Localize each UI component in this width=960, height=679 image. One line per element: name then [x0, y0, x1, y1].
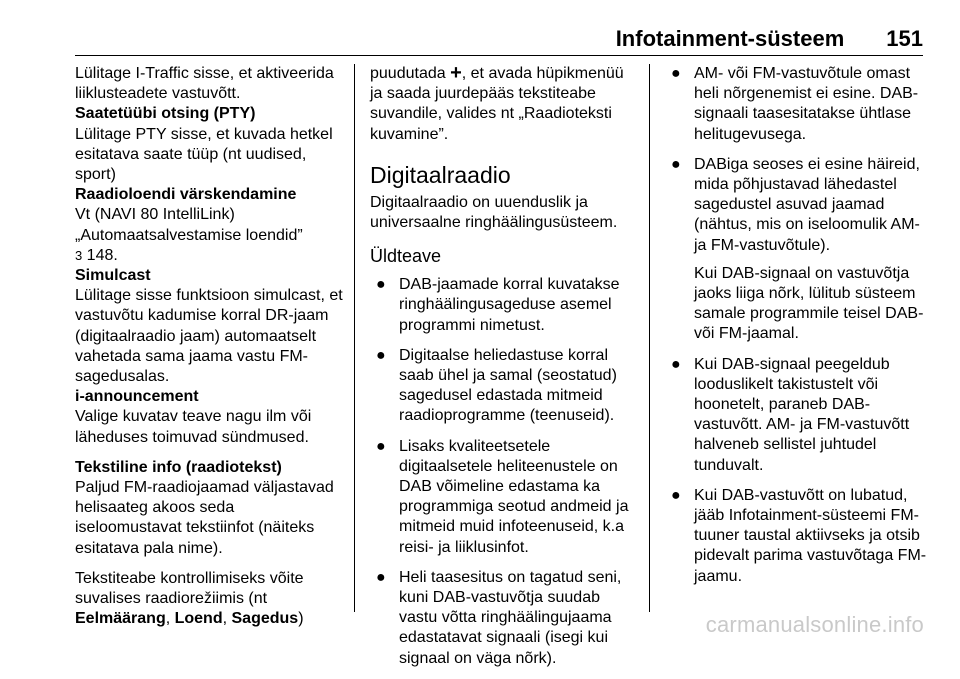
- mode-name-frequency: Sagedus: [231, 610, 299, 628]
- section-text-radiotext-control: Tekstiteabe kontrollimiseks võite suvalises raadiorežiimis (nt Eelmäärang, Loend, Sagedus): [75, 569, 304, 628]
- section-heading-pty: Saatetüübi otsing (PTY): [75, 105, 256, 123]
- column-divider: [354, 64, 355, 612]
- bullet-list: [370, 275, 638, 669]
- page-header-title: Infotainment-süsteem: [615, 26, 845, 51]
- page-number: 151: [886, 26, 923, 51]
- header-rule: [75, 55, 923, 56]
- column-divider: [649, 64, 650, 612]
- list-item: ● Heli taasesitus on tagatud seni, kuni DAB-vastuvõtja suudab vastu võtta ringhäälingujaama edastatavat signaali (isegi kui signaal on väga nõrk).: [376, 568, 622, 667]
- list-item: ● DAB-jaamade korral kuvatakse ringhäälingusageduse asemel programmi nimetust.: [376, 276, 620, 334]
- bullet-icon: ●: [671, 355, 681, 373]
- page-header: [616, 28, 923, 50]
- bullet-icon: ●: [671, 486, 681, 504]
- list-item: ● Kui DAB-signaal peegeldub looduslikelt takistustelt või hoonetelt, paraneb DAB-vastuvõtt. AM- ja FM-vastuvõtt halveneb sellistel juhtudel tunduvalt.: [671, 355, 910, 474]
- plus-icon: +: [450, 62, 462, 84]
- list-item: ● DABiga seoses ei esine häireid, mida põhjustavad lähedastel sagedustel asuvad jaamad (nähtus, mis on iseloomulik AM- ja FM-vastuvõtule). Kui DAB-signaal on vastuvõtja jaoks liiga nõrk, lülitub süsteem samale programmile teisel DAB- või FM-jaamal.: [665, 155, 927, 345]
- list-item: ● AM- või FM-vastuvõtule omast heli nõrgenemist ei esine. DAB-signaali taasesitatakse ühtlase helitugevusega.: [671, 65, 919, 143]
- list-item: ● Digitaalse heliedastuse korral saab ühel ja samal (seostatud) sagedusel edastada mitmeid raadioprogramme (teenuseid).: [376, 346, 617, 425]
- column-1: [75, 64, 345, 629]
- section-heading-radiotext: Tekstiline info (raadiotekst): [75, 458, 282, 476]
- section-heading-i-announcement: i-announcement: [75, 388, 199, 406]
- column-2: [370, 64, 638, 679]
- reference-arrow-icon: 3: [75, 247, 83, 263]
- mode-name-list: Loend: [174, 610, 223, 628]
- section-text-simulcast: Lülitage sisse funktsioon simulcast, et vastuvõtu kadumise korral DR-jaam (digitaalraadio jaam) automaatselt vahetada sama jaama vastu FM-sagedusalas.: [75, 287, 343, 386]
- page-reference-number: 148.: [82, 246, 118, 264]
- continued-paragraph: puudutada +, et avada hüpikmenüü ja saada juurdepääs tekstiteabe suvandile, valides nt „Raadioteksti kuvamine”.: [370, 62, 624, 143]
- section-text-i-announcement: Valige kuvatav teave nagu ilm või läheduses toimuvad sündmused.: [75, 408, 312, 446]
- section-text-radiotext: Paljud FM-raadiojaamad väljastavad helisaateg akoos seda iseloomustavat tekstiinfot (näiteks esitatava pala nime).: [75, 479, 334, 557]
- bullet-icon: ●: [671, 155, 681, 173]
- list-item: ● Kui DAB-vastuvõtt on lubatud, jääb Infotainment-süsteemi FM-tuuner taustal aktiivseks ja otsib pidevalt parima vastuvõtaga FM-jaamu.: [671, 486, 927, 585]
- section-text-pty: Lülitage PTY sisse, et kuvada hetkel esitatava saate tüüp (nt uudised, sport): [75, 125, 333, 184]
- page-reference[interactable]: [75, 246, 345, 266]
- bullet-icon: ●: [376, 568, 386, 586]
- bullet-icon: ●: [376, 437, 386, 455]
- list-item-continuation: Kui DAB-signaal on vastuvõtja jaoks liiga nõrk, lülitub süsteem samale programmile teisel DAB- või FM-jaamal.: [694, 264, 924, 343]
- intro-paragraph: Lülitage I-Traffic sisse, et aktiveerida liiklusteadete vastuvõtt.: [75, 65, 334, 103]
- section-text-refresh-2: „Automaatsalvestamise loendid”: [75, 226, 303, 244]
- section-heading-simulcast: Simulcast: [75, 267, 151, 285]
- bullet-list: [665, 64, 927, 587]
- watermark: carmanualsonline.info: [705, 612, 924, 637]
- section-heading-refresh: Raadioloendi värskendamine: [75, 186, 297, 204]
- section-title-digital-radio: Digitaalraadio: [370, 161, 511, 188]
- section-intro-digital-radio: Digitaalraadio on uuenduslik ja universaalne ringhäälingusüsteem.: [370, 193, 618, 232]
- subsection-title-general: Üldteave: [370, 246, 442, 267]
- column-3: [665, 64, 927, 597]
- bullet-icon: ●: [376, 346, 386, 364]
- bullet-icon: ●: [671, 65, 681, 82]
- list-item: ● Lisaks kvaliteetsetele digitaalsetele heliteenustele on DAB võimeline edastama ka programmiga seotud andmeid ja mitmeid muid infoteenuseid, k.a reisi- ja liiklusinfot.: [376, 437, 629, 556]
- bullet-icon: ●: [376, 276, 386, 294]
- section-text-refresh-1: Vt (NAVI 80 IntelliLink): [75, 206, 235, 224]
- mode-name-presets: Eelmäärang: [75, 610, 166, 628]
